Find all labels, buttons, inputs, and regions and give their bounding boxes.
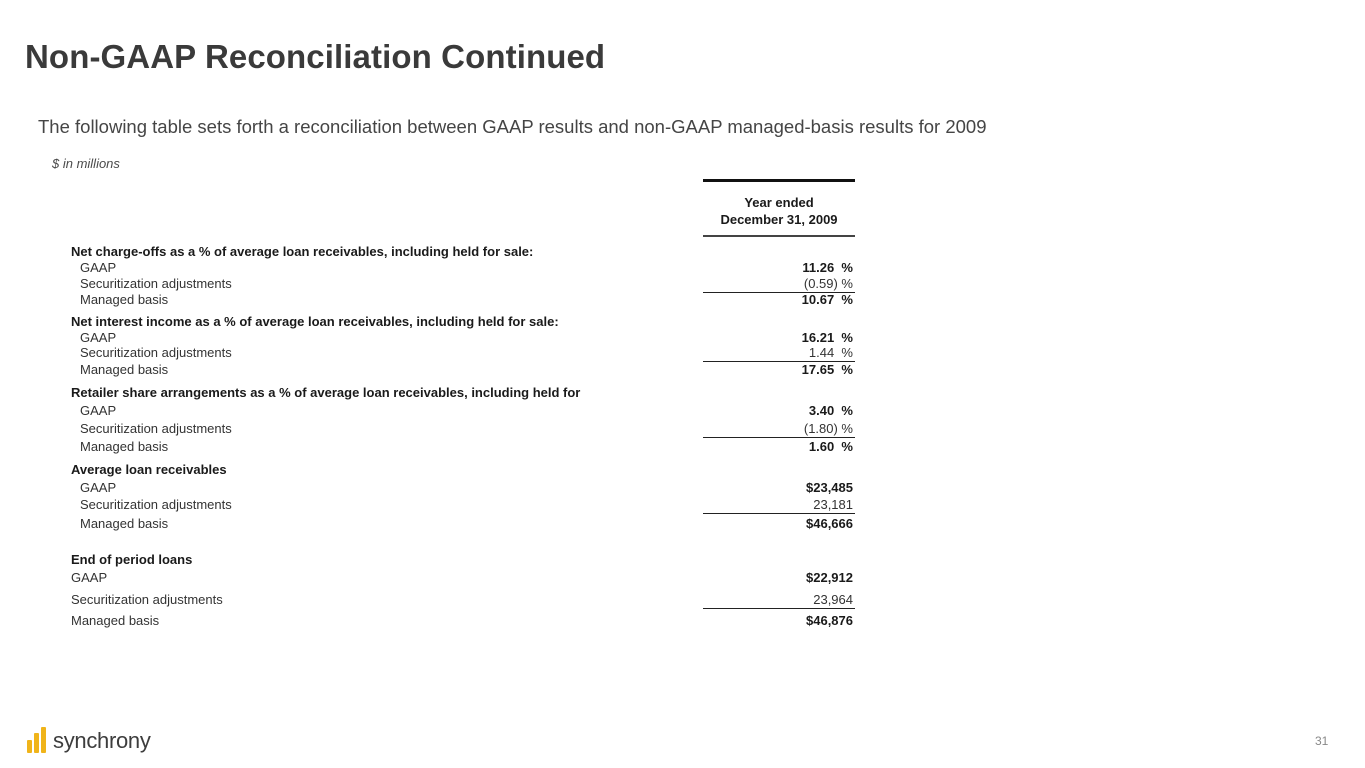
row-value: 1.60 % bbox=[808, 439, 853, 454]
table-row bbox=[0, 613, 1365, 629]
row-value: $46,876 bbox=[806, 613, 853, 628]
table-row bbox=[0, 292, 1365, 308]
table-row bbox=[0, 260, 1365, 276]
row-value: 11.26 % bbox=[802, 260, 853, 275]
table-row bbox=[0, 439, 1365, 455]
row-value: (1.80) % bbox=[703, 421, 855, 438]
page-title: Non-GAAP Reconciliation Continued bbox=[25, 38, 606, 75]
table-row bbox=[0, 516, 1365, 532]
row-label: Managed basis bbox=[80, 516, 169, 531]
row-value: $23,485 bbox=[806, 480, 853, 495]
section-heading-average-loan-receivables bbox=[0, 462, 1365, 478]
section-heading-label: Net charge-offs as a % of average loan receivables, including held for sale: bbox=[71, 244, 534, 259]
row-label: Managed basis bbox=[80, 439, 169, 454]
row-label: Securitization adjustments bbox=[80, 345, 232, 360]
section-heading-label: End of period loans bbox=[71, 552, 193, 567]
row-value: (0.59) % bbox=[703, 276, 855, 293]
row-value: $46,666 bbox=[806, 516, 853, 531]
row-label: Managed basis bbox=[71, 613, 160, 628]
table-row bbox=[0, 345, 1365, 361]
section-heading-net-charge-offs bbox=[0, 244, 1365, 260]
table-row bbox=[0, 497, 1365, 513]
row-label: GAAP bbox=[80, 403, 117, 418]
row-label: GAAP bbox=[71, 570, 108, 585]
section-heading-label: Average loan receivables bbox=[71, 462, 227, 477]
row-value: 16.21 % bbox=[801, 330, 853, 345]
table-row bbox=[0, 362, 1365, 378]
row-label: Managed basis bbox=[80, 292, 169, 307]
row-label: Securitization adjustments bbox=[80, 276, 232, 291]
section-heading-label: Net interest income as a % of average loan receivables, including held for sale: bbox=[71, 314, 559, 329]
table-row bbox=[0, 330, 1365, 346]
row-label: Securitization adjustments bbox=[80, 497, 232, 512]
synchrony-bars-icon bbox=[27, 727, 47, 753]
table-row bbox=[0, 276, 1365, 292]
row-label: GAAP bbox=[80, 260, 117, 275]
row-label: GAAP bbox=[80, 480, 117, 495]
row-value: 23,181 bbox=[703, 497, 855, 514]
column-header bbox=[703, 179, 855, 237]
row-label: Managed basis bbox=[80, 362, 169, 377]
row-value: $22,912 bbox=[806, 570, 853, 585]
units-note: $ in millions bbox=[52, 156, 120, 171]
section-heading-retailer-share bbox=[0, 385, 1365, 401]
row-value: 1.44 % bbox=[703, 345, 855, 362]
page-subtitle: The following table sets forth a reconciliation between GAAP results and non-GAAP managed-basis results for 2009 bbox=[38, 116, 987, 137]
table-row bbox=[0, 480, 1365, 496]
column-header-line-1: Year ended bbox=[744, 195, 814, 210]
logo-wordmark: synchrony bbox=[53, 728, 151, 753]
row-value: 23,964 bbox=[703, 592, 855, 609]
column-header-line-2: December 31, 2009 bbox=[720, 212, 838, 227]
table-row bbox=[0, 570, 1365, 586]
row-value: 10.67 % bbox=[801, 292, 853, 307]
page-number: 31 bbox=[1315, 734, 1329, 748]
row-value: 3.40 % bbox=[808, 403, 853, 418]
section-heading-label: Retailer share arrangements as a % of average loan receivables, including held for bbox=[71, 385, 581, 400]
row-label: Securitization adjustments bbox=[71, 592, 223, 607]
synchrony-logo bbox=[27, 727, 151, 753]
row-value: 17.65 % bbox=[801, 362, 853, 377]
table-row bbox=[0, 421, 1365, 437]
table-row bbox=[0, 403, 1365, 419]
table-row bbox=[0, 592, 1365, 608]
row-label: Securitization adjustments bbox=[80, 421, 232, 436]
section-heading-net-interest-income bbox=[0, 314, 1365, 330]
section-heading-end-of-period-loans bbox=[0, 552, 1365, 568]
row-label: GAAP bbox=[80, 330, 117, 345]
